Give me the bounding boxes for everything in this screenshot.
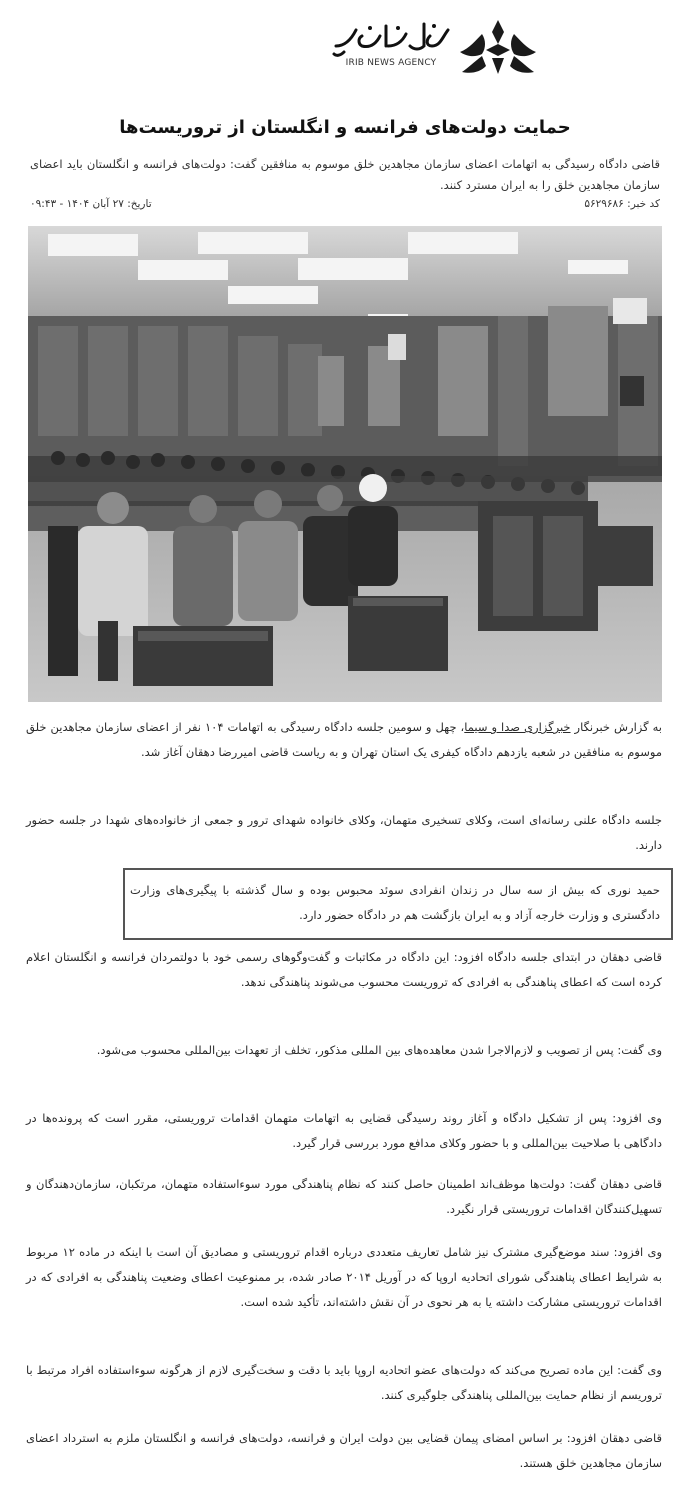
irib-emblem-icon: [452, 14, 544, 80]
irib-wordmark-logo: [330, 16, 452, 60]
courtroom-photo: [28, 226, 662, 702]
article-paragraph-8: وی افزود: سند موضع‌گیری مشترک نیز شامل تعاریف متعددی درباره اقدام تروریستی و مصادیق آن است با اینکه در ماده ۱۲ مربوط به شرایط اعطای پناهندگی شورای اتحادیه اروپا که در آوریل ۲۰۱۴ صادر شده، بر ممنوعیت اعطای وضعیت پناهندگی به افرادی که در اقدامات تروریستی مشارکت داشته یا به هر نحوی در آن نقش داشته‌اند، تأکید شده است.: [26, 1245, 663, 1309]
article-paragraph-9: وی گفت: این ماده تصریح می‌کند که دولت‌های عضو اتحادیه اروپا باید با دقت و سخت‌گیری لازم از هرگونه سوءاستفاده افراد مرتبط با تروریسم از نظام حمایت بین‌المللی پناهندگی جلوگیری کنند.: [26, 1363, 662, 1402]
courtroom-image-icon: [28, 226, 662, 702]
publish-date: تاریخ: ۲۷ آبان ۱۴۰۴ - ۰۹:۴۳: [30, 198, 152, 210]
article-paragraph-4: قاضی دهقان در ابتدای جلسه دادگاه افزود: این دادگاه در مکاتبات و گفت‌وگوهای رسمی خود با دولتمردان فرانسه و انگلستان اعلام کرده است که اعطای پناهندگی به افرادی که تروریست محسوب می‌شوند پناهندگی ندهد.: [26, 950, 662, 989]
article-paragraph-2: جلسه دادگاه علنی رسانه‌ای است، وکلای تسخیری متهمان، وکلای خانواده شهدای ترور و جمعی از خانواده‌های شهدا در جلسه حضور دارند.: [26, 813, 662, 852]
article-paragraph-10: قاضی دهقان افزود: بر اساس امضای پیمان قضایی بین دولت ایران و فرانسه، دولت‌های فرانسه و انگلستان ملزم به استرداد اعضای سازمان مجاهدین خلق هستند.: [26, 1431, 662, 1470]
agency-english-name: IRIB NEWS AGENCY: [345, 58, 437, 68]
wordmark-glyph-icon: [330, 16, 452, 60]
agency-link[interactable]: خبرگزاری صدا و سیما: [464, 720, 571, 734]
site-header: [0, 8, 690, 88]
article-paragraph-3-highlighted: حمید نوری که بیش از سه سال در زندان انفرادی سوئد محبوس بوده و سال گذشته با پیگیری‌های وزارت دادگستری و وزارت خارجه آزاد و به ایران بازگشت هم در دادگاه حضور دارد.: [130, 883, 660, 922]
article-paragraph-1: [26, 715, 662, 765]
article-lead: قاضی دادگاه رسیدگی به اتهامات اعضای سازمان مجاهدین خلق موسوم به منافقین گفت: دولت‌های فرانسه و انگلستان باید اعضای سازمان مجاهدین خلق را به ایران مسترد کنند.: [30, 157, 660, 192]
article-paragraph-7: قاضی دهقان گفت: دولت‌ها موظف‌اند اطمینان حاصل کنند که نظام پناهندگی مورد سوءاستفاده متهمان، مرتکبان، سازمان‌دهندگان و تسهیل‌کنندگان اقدامات تروریستی قرار نگیرد.: [26, 1177, 662, 1216]
article-title: حمایت دولت‌های فرانسه و انگلستان از تروریست‌ها: [119, 117, 571, 138]
article-paragraph-6: وی افزود: پس از تشکیل دادگاه و آغاز روند رسیدگی قضایی به اتهامات متهمان اقدامات تروریستی، مقرر است که پرونده‌ها در دادگاهی با صلاحیت بین‌المللی و با حضور وکلای مدافع مورد بررسی قرار گیرد.: [26, 1111, 662, 1150]
p1-prefix: به گزارش خبرنگار: [570, 720, 662, 734]
article-meta: [30, 198, 660, 214]
p1-rest: ، چهل و سومین جلسه دادگاه رسیدگی به اتهامات ۱۰۴ نفر از اعضای سازمان مجاهدین خلق موسوم به منافقین در شعبه یازدهم دادگاه کیفری یک استان تهران و به ریاست قاضی امیررضا دهقان آغاز شد.: [26, 720, 662, 759]
article-paragraph-5: وی گفت: پس از تصویب و لازم‌الاجرا شدن معاهده‌های بین المللی مذکور، تخلف از تعهدات بین‌المللی محسوب می‌شود.: [96, 1043, 662, 1057]
news-code: کد خبر: ۵۶۲۹۶۸۶: [584, 198, 660, 210]
